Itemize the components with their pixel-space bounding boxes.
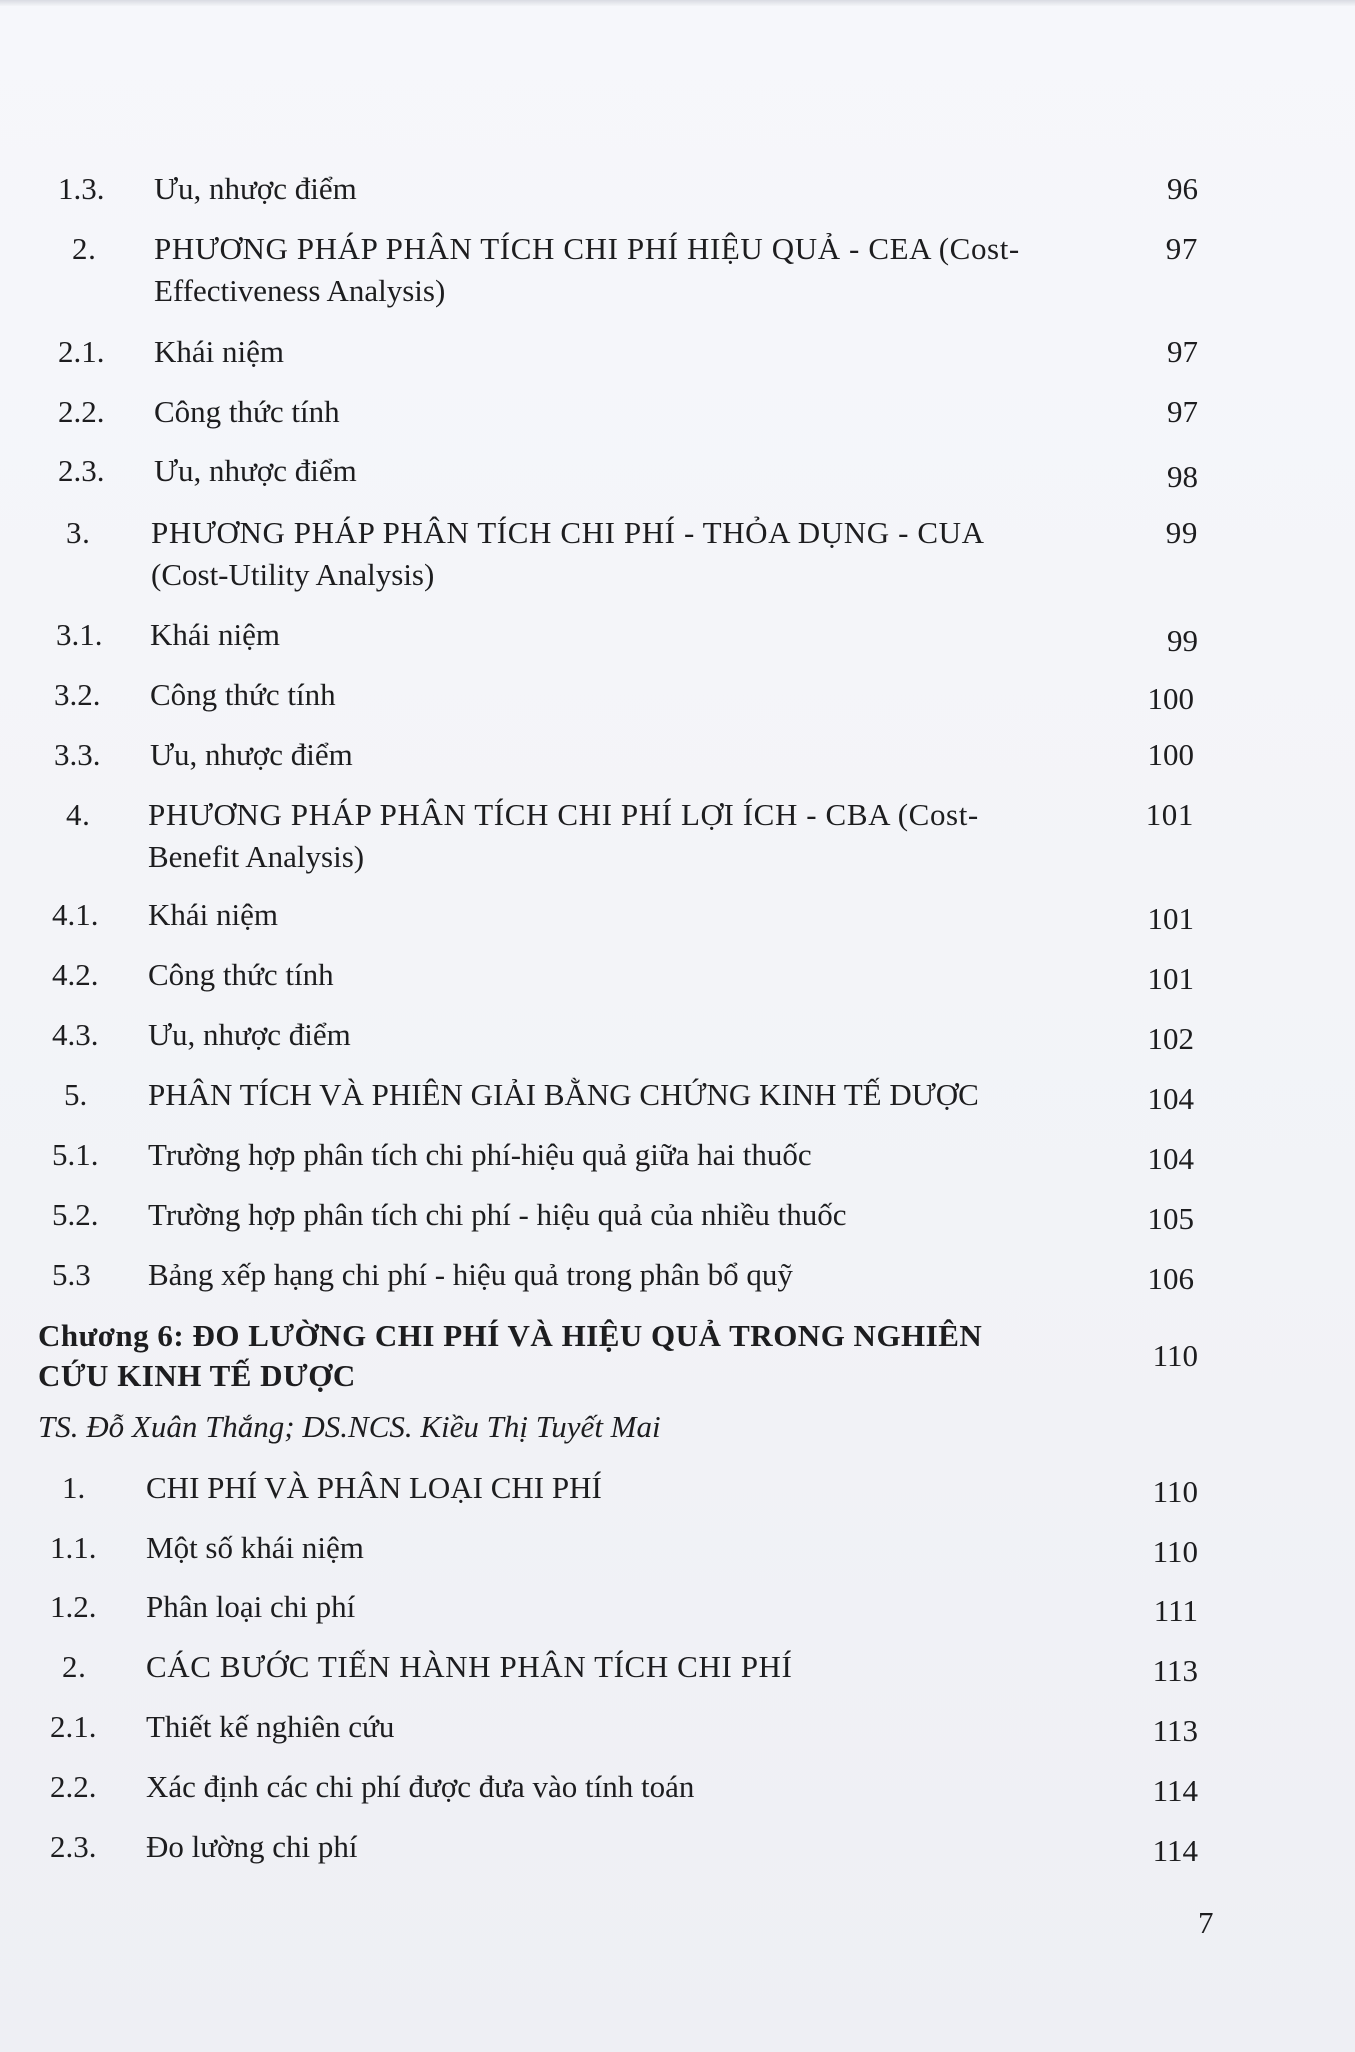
- entry-number: 1.: [62, 1470, 86, 1505]
- toc-entry: [58, 228, 1198, 312]
- entry-number: 1.1.: [50, 1530, 97, 1565]
- entry-page: 101: [1145, 797, 1194, 832]
- entry-number: 2.3.: [50, 1829, 97, 1864]
- entry-title: Trường hợp phân tích chi phí - hiệu quả của nhiều thuốc: [148, 1197, 847, 1232]
- entry-title: Khái niệm: [154, 334, 284, 369]
- toc-entry: [50, 1527, 1198, 1569]
- entry-title-line-2: Effectiveness Analysis): [154, 273, 446, 308]
- entry-title: CHI PHÍ VÀ PHÂN LOẠI CHI PHÍ: [146, 1470, 602, 1505]
- toc-entry: [52, 1074, 1198, 1116]
- entry-page: 104: [1147, 1141, 1194, 1176]
- toc-entry: [62, 1646, 1198, 1688]
- toc-entry: [52, 1194, 1198, 1236]
- chapter-heading: [38, 1315, 1198, 1399]
- entry-title: Đo lường chi phí: [146, 1829, 358, 1864]
- entry-title: Bảng xếp hạng chi phí - hiệu quả trong phân bổ quỹ: [148, 1257, 793, 1292]
- entry-number: 5.3: [52, 1257, 91, 1292]
- toc-entry: [52, 1014, 1198, 1056]
- entry-page: 97: [1167, 394, 1198, 429]
- entry-title: Một số khái niệm: [146, 1530, 364, 1565]
- entry-title: Ưu, nhược điểm: [154, 453, 357, 488]
- toc-entry: [58, 391, 1198, 433]
- entry-title: Phân loại chi phí: [146, 1589, 356, 1624]
- toc-entry: [54, 674, 1198, 716]
- entry-page: 101: [1147, 961, 1194, 996]
- entry-number: 4.3.: [52, 1017, 99, 1052]
- entry-number: 1.3.: [58, 171, 105, 206]
- entry-number: 3.2.: [54, 677, 101, 712]
- entry-number: 5.2.: [52, 1197, 99, 1232]
- entry-page: 106: [1147, 1261, 1194, 1296]
- entry-number: 3.: [66, 515, 91, 550]
- chapter-title-line-2: CỨU KINH TẾ DƯỢC: [38, 1358, 356, 1393]
- entry-number: 2.: [62, 1649, 87, 1684]
- entry-title: Xác định các chi phí được đưa vào tính toán: [146, 1769, 695, 1804]
- entry-title: Trường hợp phân tích chi phí-hiệu quả giữa hai thuốc: [148, 1137, 812, 1172]
- entry-page: 104: [1147, 1081, 1194, 1116]
- entry-number: 3.1.: [56, 617, 103, 652]
- toc-entry: [58, 512, 1198, 596]
- entry-title-line-2: Benefit Analysis): [148, 839, 365, 874]
- entry-page: 99: [1165, 515, 1198, 550]
- toc-entry: [52, 1254, 1198, 1296]
- entry-page: 110: [1152, 1474, 1198, 1509]
- entry-page: 113: [1152, 1713, 1198, 1748]
- entry-title: Khái niệm: [150, 617, 280, 652]
- entry-page: 101: [1147, 901, 1194, 936]
- entry-title: Ưu, nhược điểm: [150, 737, 353, 772]
- entry-number: 1.2.: [50, 1589, 97, 1624]
- entry-number: 4.2.: [52, 957, 99, 992]
- entry-page: 97: [1167, 334, 1198, 369]
- entry-number: 4.1.: [52, 897, 99, 932]
- entry-page: 110: [1152, 1534, 1198, 1569]
- entry-page: 105: [1147, 1201, 1194, 1236]
- entry-number: 2.1.: [50, 1709, 97, 1744]
- toc-entry: [50, 1766, 1198, 1808]
- entry-page: 113: [1152, 1653, 1198, 1688]
- entry-page: 97: [1165, 231, 1198, 266]
- entry-number: 2.2.: [50, 1769, 97, 1804]
- entry-title-line-1: PHƯƠNG PHÁP PHÂN TÍCH CHI PHÍ HIỆU QUẢ - CEA (Cost-: [154, 231, 1020, 266]
- entry-title-line-2: (Cost-Utility Analysis): [151, 557, 435, 592]
- chapter-page: 110: [1152, 1338, 1198, 1373]
- entry-title: Ưu, nhược điểm: [148, 1017, 351, 1052]
- toc-entry: [50, 1586, 1198, 1628]
- entry-number: 2.3.: [58, 453, 105, 488]
- entry-page: 96: [1167, 171, 1198, 206]
- toc-entry: [52, 894, 1198, 936]
- toc-entry: [50, 1706, 1198, 1748]
- entry-number: 2.2.: [58, 394, 105, 429]
- entry-number: 2.1.: [58, 334, 105, 369]
- chapter-title-line-1: Chương 6: ĐO LƯỜNG CHI PHÍ VÀ HIỆU QUẢ TRONG NGHIÊN: [38, 1318, 983, 1353]
- toc-entry: [54, 734, 1198, 776]
- entry-number: 3.3.: [54, 737, 101, 772]
- entry-title: PHÂN TÍCH VÀ PHIÊN GIẢI BẰNG CHỨNG KINH TẾ DƯỢC: [148, 1077, 979, 1112]
- toc-entry: [50, 1826, 1198, 1868]
- toc-entry: [54, 794, 1198, 878]
- toc-entry: [58, 331, 1198, 373]
- entry-page: 100: [1147, 681, 1194, 716]
- entry-number: 5.1.: [52, 1137, 99, 1172]
- entry-page: 99: [1167, 623, 1198, 658]
- toc-entry: [52, 1134, 1198, 1176]
- entry-title: Công thức tính: [154, 394, 340, 429]
- entry-number: 5.: [64, 1077, 88, 1112]
- toc-entry: [56, 614, 1198, 656]
- entry-title-line-1: PHƯƠNG PHÁP PHÂN TÍCH CHI PHÍ LỢI ÍCH - CBA (Cost-: [148, 797, 979, 832]
- entry-page: 114: [1152, 1773, 1198, 1808]
- chapter-authors: TS. Đỗ Xuân Thắng; DS.NCS. Kiều Thị Tuyết Mai: [38, 1409, 661, 1444]
- toc-entry: [62, 1467, 1198, 1509]
- entry-title: Công thức tính: [150, 677, 336, 712]
- entry-title-line-1: PHƯƠNG PHÁP PHÂN TÍCH CHI PHÍ - THỎA DỤNG - CUA: [151, 515, 985, 550]
- entry-page: 111: [1153, 1593, 1198, 1628]
- entry-title: Ưu, nhược điểm: [154, 171, 357, 206]
- toc-entry: [58, 450, 1198, 492]
- entry-page: 98: [1167, 459, 1198, 494]
- entry-title: Khái niệm: [148, 897, 278, 932]
- entry-title: Thiết kế nghiên cứu: [146, 1709, 395, 1744]
- entry-page: 100: [1147, 737, 1194, 772]
- entry-number: 4.: [66, 797, 91, 832]
- entry-title: Công thức tính: [148, 957, 334, 992]
- page-number: 7: [1198, 1905, 1214, 1940]
- entry-number: 2.: [72, 231, 97, 266]
- entry-page: 114: [1152, 1833, 1198, 1868]
- toc-entry: [58, 168, 1198, 210]
- entry-page: 102: [1147, 1021, 1194, 1056]
- entry-title: CÁC BƯỚC TIẾN HÀNH PHÂN TÍCH CHI PHÍ: [146, 1649, 793, 1684]
- toc-entry: [52, 954, 1198, 996]
